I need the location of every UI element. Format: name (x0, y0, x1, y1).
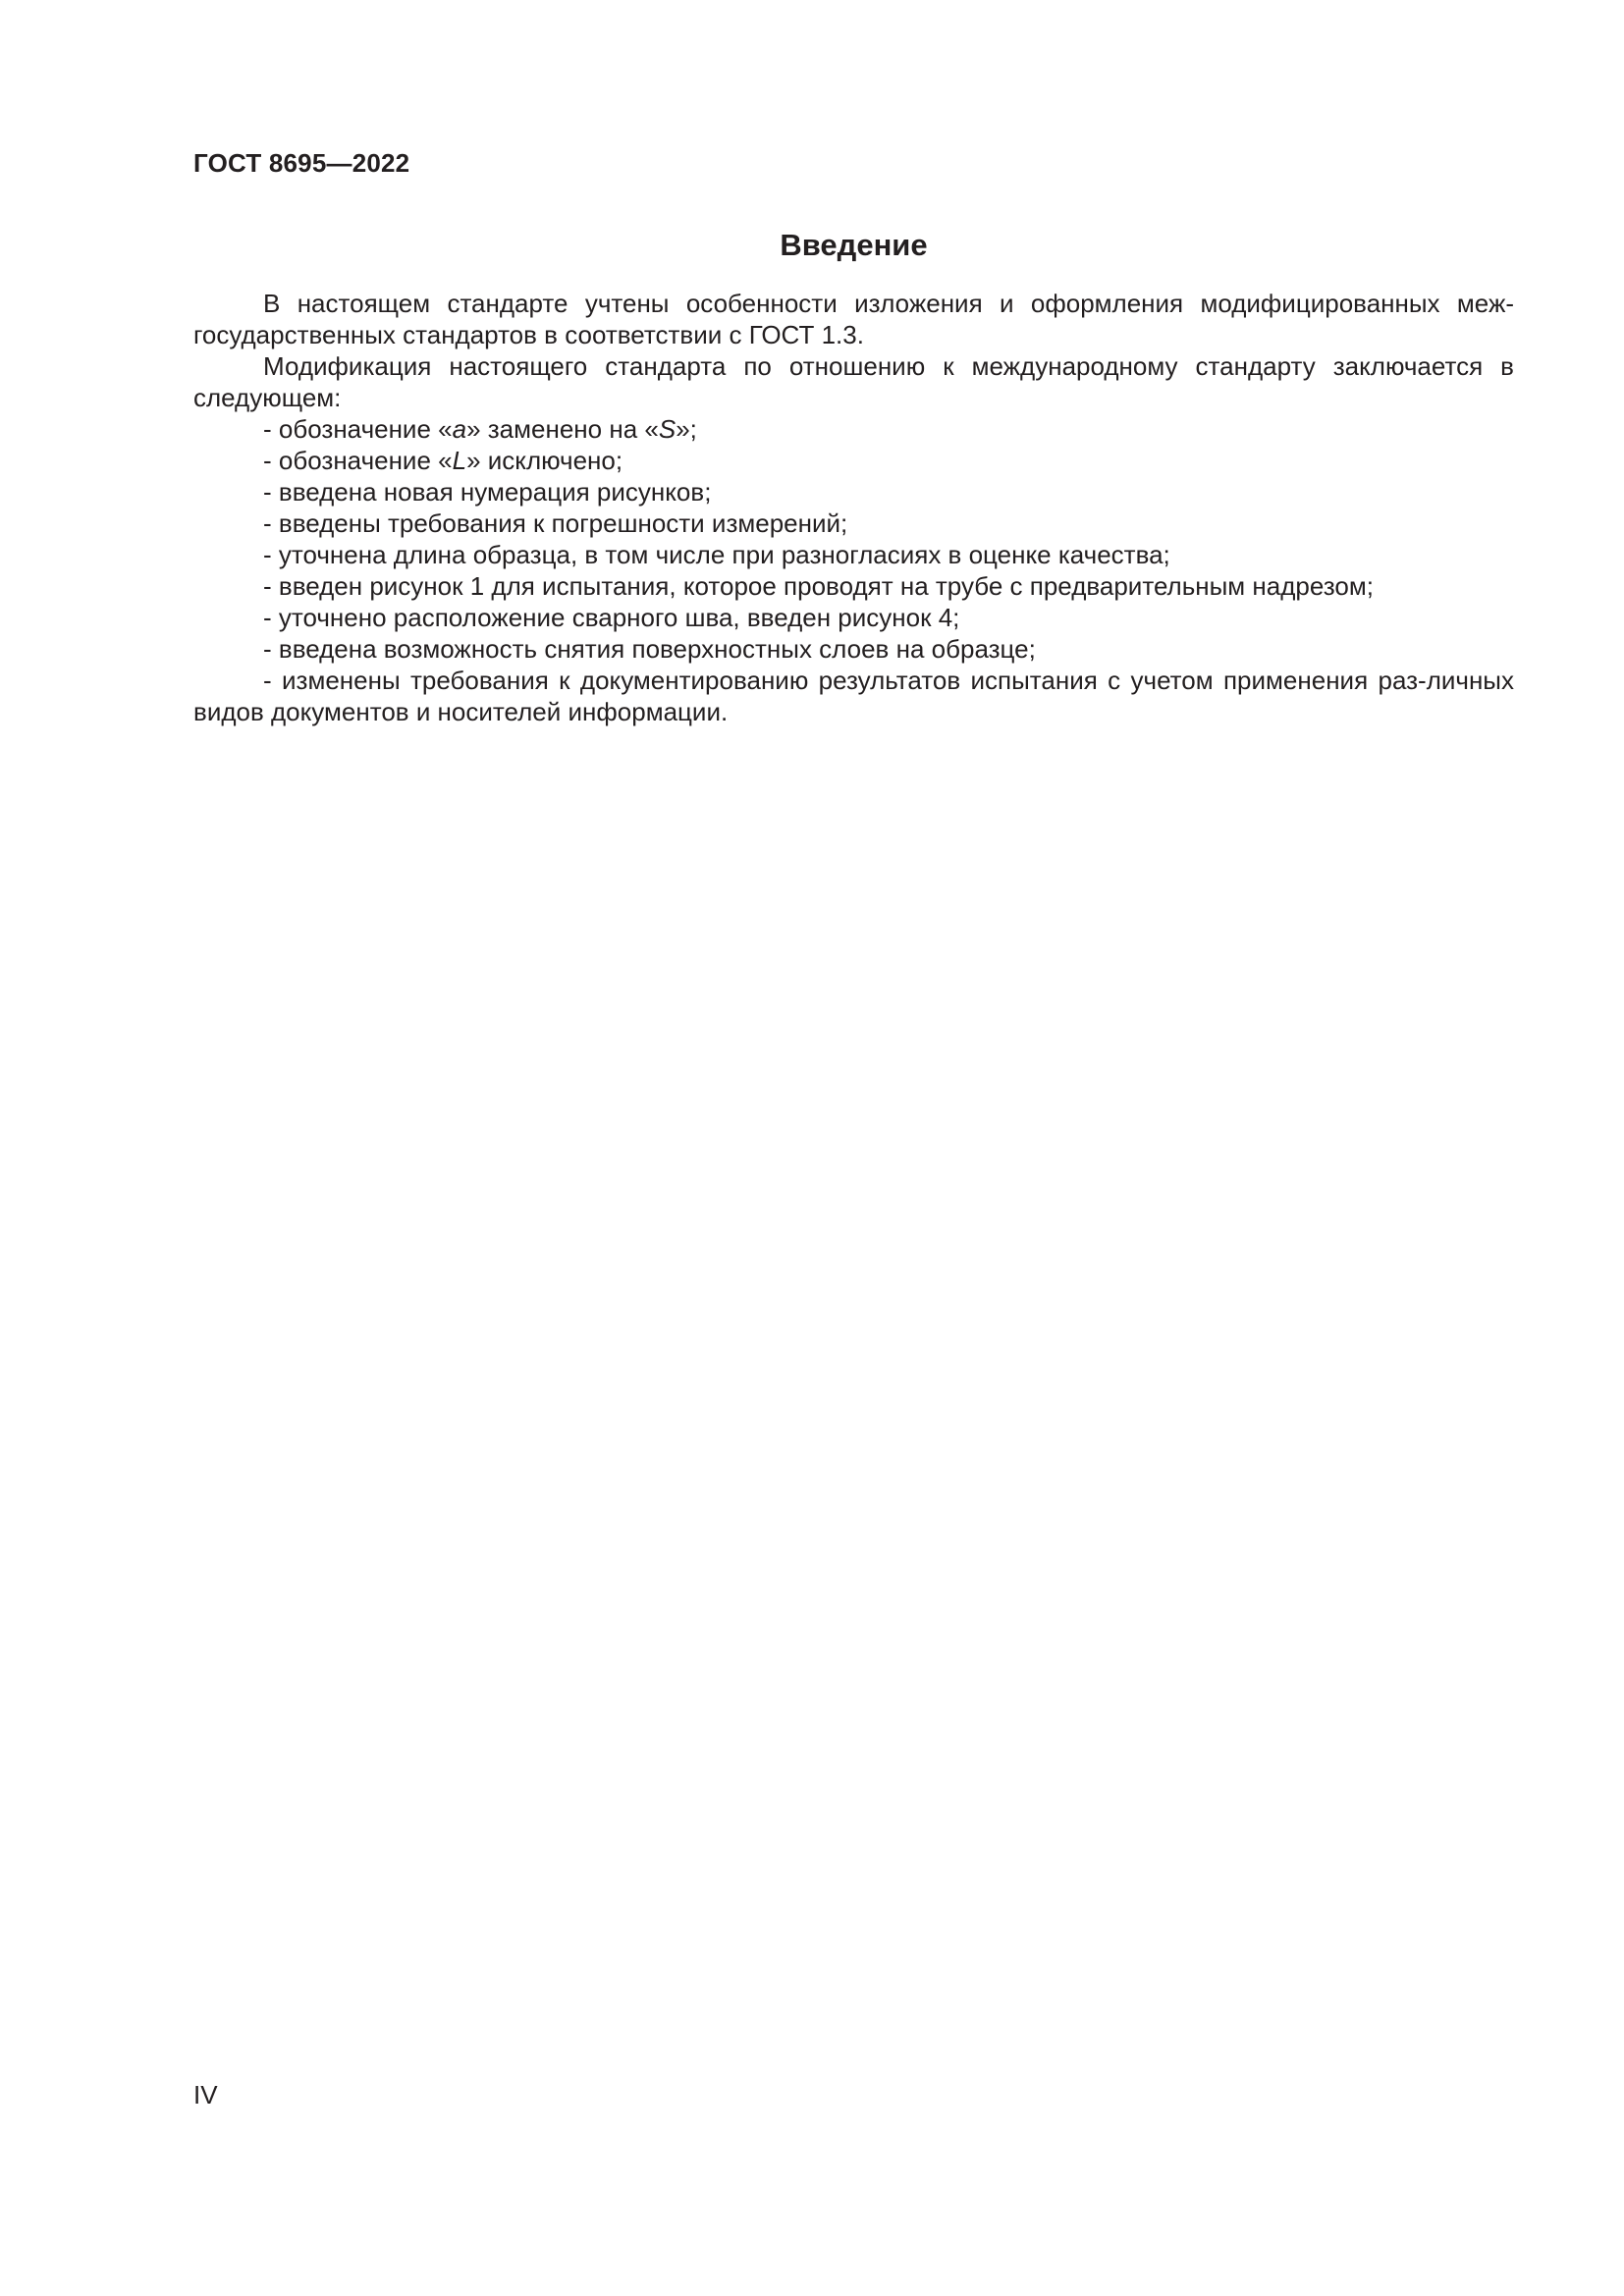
list-item: - обозначение «a» заменено на «S»; (263, 414, 697, 444)
section-title: Введение (780, 228, 928, 262)
paragraph: В настоящем стандарте учтены особенности изложения и оформления модифицированных меж-государственных стандартов в соответствии с ГОСТ 1.3. (193, 289, 1514, 349)
list-item: - введены требования к погрешности измерений; (263, 508, 848, 538)
modification-list (193, 413, 1514, 727)
list-item: - уточнено расположение сварного шва, введен рисунок 4; (263, 603, 960, 632)
paragraph: Модификация настоящего стандарта по отношению к международному стандарту заключается в следующем: (193, 351, 1514, 412)
document-code-header: ГОСТ 8695—2022 (193, 148, 410, 178)
list-item: - введена новая нумерация рисунков; (263, 477, 712, 507)
page-number: IV (193, 2080, 218, 2109)
list-item: - обозначение «L» исключено; (263, 446, 623, 475)
list-item: - изменены требования к документированию результатов испытания с учетом применения раз-личных видов документов и носителей информации. (193, 666, 1514, 726)
list-item: - уточнена длина образца, в том числе при разногласиях в оценке качества; (263, 540, 1170, 569)
list-item: - введен рисунок 1 для испытания, которое проводят на трубе с предварительным надрезом; (263, 571, 1374, 601)
section-body (193, 288, 1514, 727)
list-item: - введена возможность снятия поверхностных слоев на образце; (263, 634, 1036, 664)
